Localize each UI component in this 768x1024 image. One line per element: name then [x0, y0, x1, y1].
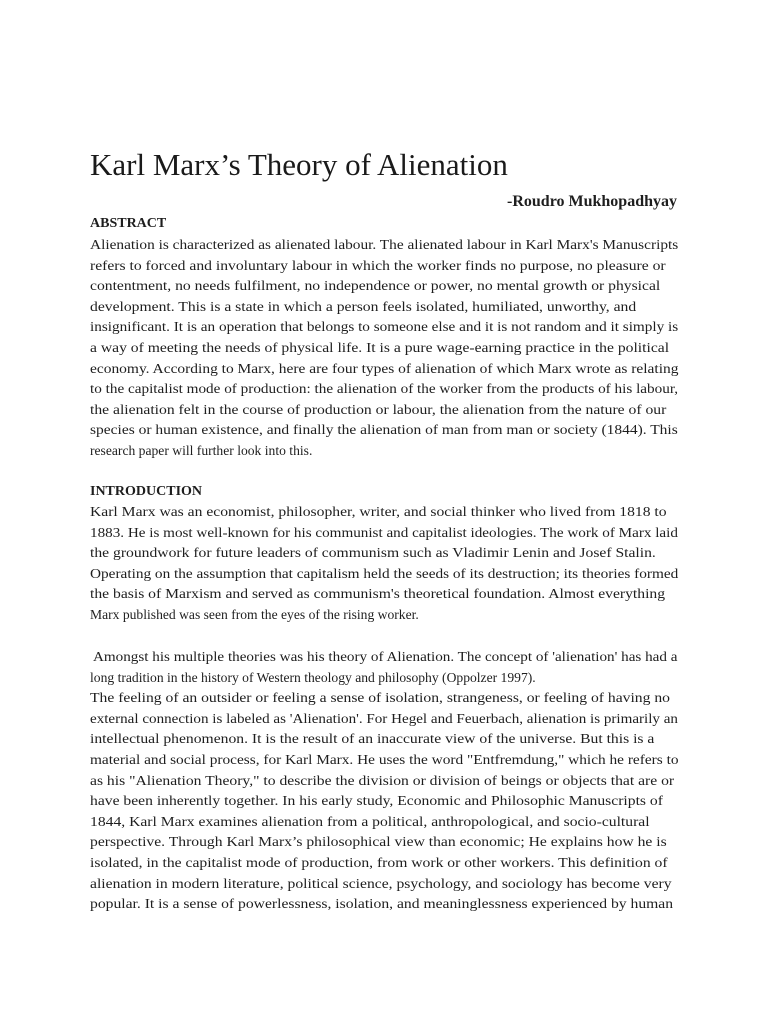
intro-line: the basis of Marxism and served as communism's theoretical foundation. Almost everything: [90, 586, 666, 602]
abstract-line: development. This is a state in which a person feels isolated, humiliated, unworthy, and: [90, 298, 637, 314]
intro-line: Marx published was seen from the eyes of the rising worker.: [90, 606, 419, 622]
introduction-heading: INTRODUCTION: [90, 484, 203, 499]
abstract-line: species or human existence, and finally the alienation of man from man or society (1844). This: [90, 422, 678, 438]
abstract-line: Alienation is characterized as alienated labour. The alienated labour in Karl Marx's Manuscripts: [90, 237, 679, 252]
intro-line: alienation in modern literature, political science, psychology, and sociology has become very: [90, 875, 672, 891]
intro-line: isolated, in the capitalist mode of production, from work or other workers. This definition of: [90, 854, 668, 870]
intro-line: intellectual phenomenon. It is the result of an inaccurate view of the universe. But this is a: [90, 731, 655, 747]
intro-line: have been inherently together. In his early study, Economic and Philosophic Manuscripts of: [90, 793, 663, 809]
intro-line: material and social process, for Karl Marx. He uses the word "Entfremdung," which he refers to: [90, 751, 679, 767]
intro-line: the groundwork for future leaders of communism such as Vladimir Lenin and Josef Stalin.: [90, 545, 656, 561]
intro-line: popular. It is a sense of powerlessness, isolation, and meaninglessness experienced by human: [90, 896, 674, 912]
intro-line: perspective. Through Karl Marx’s philosophical view than economic; He explains how he is: [90, 834, 667, 850]
abstract-heading: ABSTRACT: [90, 216, 167, 231]
intro-line: long tradition in the history of Western theology and philosophy (Oppolzer 1997).: [90, 669, 536, 685]
abstract-line: the alienation felt in the course of production or labour, the alienation from the nature of our: [90, 401, 667, 417]
abstract-line: research paper will further look into this.: [90, 442, 313, 458]
intro-paragraph-1: [90, 502, 690, 626]
intro-line: external connection is labeled as 'Alienation'. For Hegel and Feuerbach, alienation is primarily an: [90, 710, 678, 726]
intro-line: The feeling of an outsider or feeling a sense of isolation, strangeness, or feeling of having no: [90, 690, 670, 706]
abstract-line: economy. According to Marx, here are four types of alienation of which Marx wrote as relating: [90, 360, 679, 376]
intro-line: as his "Alienation Theory," to describe the division or division of beings or objects that are or: [90, 772, 675, 788]
document-title: Karl Marx’s Theory of Alienation: [90, 147, 508, 182]
intro-line: Amongst his multiple theories was his theory of Alienation. The concept of 'alienation' has had a: [90, 649, 678, 664]
intro-line: Karl Marx was an economist, philosopher, writer, and social thinker who lived from 1818 to: [90, 504, 667, 519]
intro-line: Operating on the assumption that capitalism held the seeds of its destruction; its theories formed: [90, 565, 679, 581]
intro-paragraph-2: [90, 647, 690, 915]
abstract-line: to the capitalist mode of production: the alienation of the worker from the products of his labour,: [90, 381, 679, 397]
abstract-line: refers to forced and involuntary labour in which the worker finds no purpose, no pleasure or: [90, 257, 666, 273]
intro-line: 1844, Karl Marx examines alienation from a political, anthropological, and socio-cultural: [90, 813, 650, 829]
abstract-line: contentment, no needs fulfilment, no independence or power, no mental growth or physical: [90, 278, 661, 294]
abstract-paragraph: [90, 235, 690, 462]
abstract-line: a way of meeting the needs of physical life. It is a pure wage-earning practice in the political: [90, 339, 670, 355]
intro-line: 1883. He is most well-known for his communist and capitalist ideologies. The work of Marx laid: [90, 524, 678, 540]
author-byline: -Roudro Mukhopadhyay: [507, 193, 677, 210]
abstract-line: insignificant. It is an operation that belongs to someone else and it is not random and it simply is: [90, 319, 679, 335]
